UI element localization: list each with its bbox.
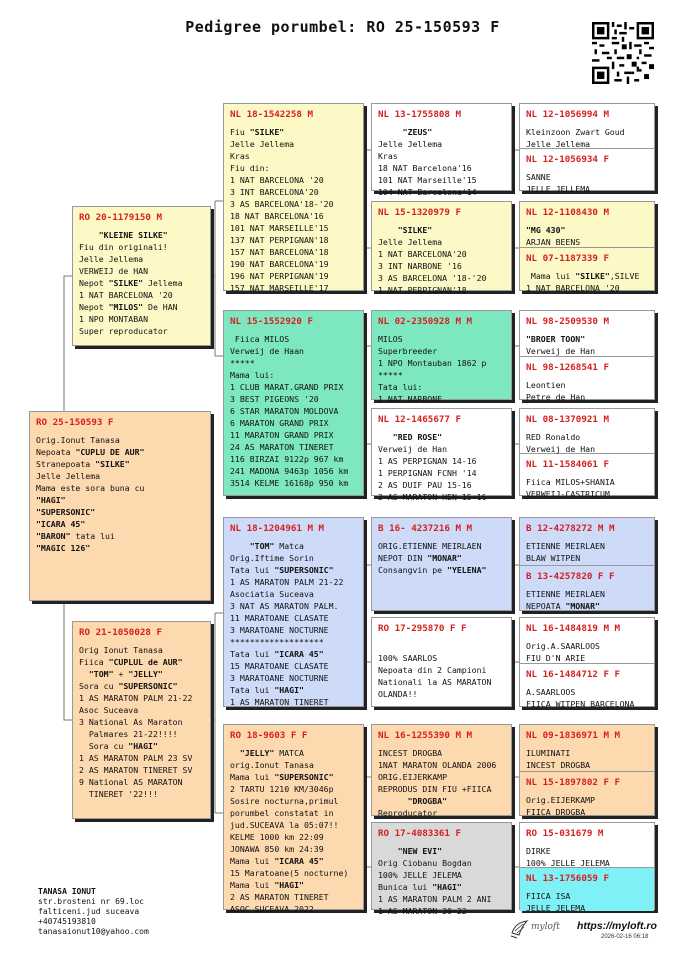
note-line: "TOM" Matca <box>249 541 304 551</box>
note-line: Fiu din: <box>230 163 270 173</box>
gggp-ring: NL 16-1484712 F F <box>526 669 621 680</box>
note-line: KELME 1000 km 22:09 <box>230 832 324 842</box>
note-line: 6 MARATON GRAND PRIX <box>230 418 329 428</box>
note-line: MILOS <box>378 334 403 344</box>
gggp-notes <box>526 476 648 500</box>
ggp-notes <box>378 224 505 296</box>
note-line: 3 AS BARCELONA '18-'20 <box>378 273 487 283</box>
ggp-notes <box>378 431 505 503</box>
granddam-paternal-card[interactable] <box>223 310 364 496</box>
gggp-pair-8[interactable] <box>519 822 655 913</box>
note-line: Leontien <box>526 380 566 390</box>
note-line: Palmares 21-22!!!! <box>79 729 178 739</box>
gggp-pair-7[interactable] <box>519 724 655 816</box>
note-line: 157 NAT BARCELONA'18 <box>230 247 329 257</box>
note-line: Consangvin pe "YELENA" <box>378 565 487 575</box>
note-line: ORIG.EIJERKAMP <box>378 772 448 782</box>
note-line: Orig.Iftime Sorin <box>230 553 314 563</box>
grandsire-maternal-card[interactable] <box>223 517 364 707</box>
note-line: Tata lui: <box>378 382 423 392</box>
note-line: 1 NAT NARBONE <box>378 394 443 404</box>
note-line: str.brosteni nr 69.loc <box>38 897 144 906</box>
gggp-notes <box>526 126 648 150</box>
ggp-ring: B 16- 4237216 M M <box>378 523 473 534</box>
gggp-ring: RO 15-031679 M <box>526 828 604 839</box>
gggp-notes <box>526 747 648 771</box>
note-line: Verweij de Haan <box>230 346 304 356</box>
myloft-logo-icon <box>509 918 531 940</box>
note-line: 6 STAR MARATON MOLDOVA <box>230 406 339 416</box>
note-line: 9 National AS MARATON <box>79 777 183 787</box>
ggp-card-7[interactable] <box>371 724 512 816</box>
note-line: VERWEIJ de HAN <box>79 266 149 276</box>
note-line: Superbreeder <box>378 346 438 356</box>
note-line: "MAGIC 126" <box>36 543 91 553</box>
note-line: "MG 430" <box>526 225 566 235</box>
gggp-ring: NL 12-1056994 M <box>526 109 609 120</box>
note-line: porumbel constatat in <box>230 808 334 818</box>
note-line: 116 BIRZAI 9122p 967 km <box>230 454 344 464</box>
note-line: Jelle Jellema <box>36 471 101 481</box>
note-line: 1 NAT BARCELONA '20 <box>526 283 620 293</box>
note-line: JELLE JELLEMA <box>526 184 591 194</box>
note-line: 241 MADONA 9463p 1056 km <box>230 466 349 476</box>
note-line: Nepoata "CUPLU DE AUR" <box>36 447 145 457</box>
gggp-ring: B 12-4278272 M M <box>526 523 615 534</box>
subject-notes <box>36 434 204 554</box>
note-line: ***** <box>378 370 403 380</box>
note-line: 3 National As Maraton <box>79 717 183 727</box>
note-line: 3 AS BARCELONA'18-'20 <box>230 199 334 209</box>
note-line: Mama lui "SILKE",SILVE <box>526 271 640 281</box>
grandsire-paternal-card[interactable] <box>223 103 364 291</box>
note-line: ASOC SUCEAVA 2022 <box>230 904 314 914</box>
note-line: 3 BEST PIGEONS '20 <box>230 394 319 404</box>
ggp-ring: NL 12-1465677 F <box>378 414 461 425</box>
note-line: Mama este sora buna cu <box>36 483 145 493</box>
subject-ring: RO 25-150593 F <box>36 417 114 428</box>
note-line: 1 NAT PERPIGNAN'18 <box>378 285 467 295</box>
note-line: 2 AS MARATON TINERET SV <box>79 765 193 775</box>
note-line: INCEST DROGBA <box>378 748 443 758</box>
ggp-notes <box>378 845 505 917</box>
note-line: 104 NAT Barcelona'14 <box>378 187 477 197</box>
note-line: VERWEIJ-CASTRICUM <box>526 489 610 499</box>
note-line: DIRKE <box>526 846 551 856</box>
note-line <box>378 640 505 652</box>
note-line: JELLE JELEMA <box>526 903 586 913</box>
note-line: Orig Ciobanu Bogdan <box>378 858 472 868</box>
ggp-ring: NL 02-2350928 M M <box>378 316 473 327</box>
note-line: 101 NAT MARSEILLE'15 <box>230 223 329 233</box>
note-line: 1NAT MARATON OLANDA 2006 <box>378 760 497 770</box>
note-line: "ICARA 45" <box>36 519 86 529</box>
note-line: "DROGBA" <box>407 796 448 806</box>
note-line: Stranepoata "SILKE" <box>36 459 130 469</box>
note-line: 100% JELLE JELEMA <box>526 858 610 868</box>
myloft-branding <box>509 918 659 958</box>
note-line: 1 AS MARATON TINERET <box>230 697 329 707</box>
note-line: 1 AS MARATON PALM 23 SV <box>79 753 193 763</box>
gggp-notes <box>526 431 648 455</box>
note-line: Nepot "MILOS" De HAN <box>79 302 178 312</box>
note-line: ETIENNE MEIRLAEN <box>526 589 605 599</box>
ggp-ring: NL 16-1255390 M M <box>378 730 473 741</box>
gggp-ring: NL 13-1756059 F <box>526 873 609 884</box>
note-line: 1 NAT BARCELONA'20 <box>378 249 467 259</box>
gggp-notes <box>526 540 648 564</box>
dam-notes <box>79 644 204 800</box>
gggp-ring: NL 98-1268541 F <box>526 362 609 373</box>
note-line: ARJAN BEENS <box>526 237 581 247</box>
gggp-ring: NL 11-1584061 F <box>526 459 609 470</box>
note-line: Fiica MILOS+SHANIA <box>526 477 615 487</box>
ggp-notes <box>378 126 505 198</box>
note-line: Jelle Jellema <box>230 139 295 149</box>
note-line: FIICA WITPEN BARCELONA <box>526 699 635 709</box>
gggp-notes <box>526 379 648 403</box>
note-line: Orig.Ionut Tanasa <box>36 435 120 445</box>
note-line: FIU D'N ARIE <box>526 653 586 663</box>
ggp-card-4[interactable] <box>371 408 512 502</box>
ggp-notes <box>378 540 505 576</box>
owner-address <box>38 897 149 937</box>
ggp-card-1[interactable] <box>371 103 512 197</box>
gggp-notes <box>526 845 648 869</box>
gggp-pair-3[interactable] <box>519 310 655 400</box>
note-line: 196 NAT PERPIGNAN'19 <box>230 271 329 281</box>
ggp-ring: NL 15-1320979 F <box>378 207 461 218</box>
note-line: 1 CLUB MARAT.GRAND PRIX <box>230 382 344 392</box>
note-line: Kleinzoon Zwart Goud <box>526 127 625 137</box>
note-line: Nepoata din 2 Campioni <box>378 665 487 675</box>
note-line: "RED ROSE" <box>392 432 443 442</box>
ggp-ring: NL 13-1755808 M <box>378 109 461 120</box>
note-line: Asociatia Suceava <box>230 589 314 599</box>
note-line: ILUMINATI <box>526 748 571 758</box>
gp-ring: NL 18-1204961 M M <box>230 523 325 534</box>
gggp-ring: NL 15-1897802 F F <box>526 777 621 788</box>
note-line: Tata lui "SUPERSONIC" <box>230 565 334 575</box>
note-line: "NEW EVI" <box>397 846 443 856</box>
note-line: 2 AS MARATON TINERET <box>230 892 329 902</box>
note-line: 3514 KELME 16168p 950 km <box>230 478 349 488</box>
note-line: Nepot "SILKE" Jellema <box>79 278 183 288</box>
note-line: Mama lui: <box>230 370 275 380</box>
note-line: JONAWA 850 km 24:39 <box>230 844 324 854</box>
note-line: ***** <box>230 358 255 368</box>
myloft-url-link[interactable]: https://myloft.ro <box>577 920 657 932</box>
dam-card[interactable] <box>72 621 211 819</box>
page-title: Pedigree porumbel: RO 25-150593 F <box>185 18 500 36</box>
note-line: Kras <box>378 151 398 161</box>
gggp-ring: NL 98-2509530 M <box>526 316 609 327</box>
gggp-pair-6[interactable] <box>519 617 655 707</box>
gggp-ring: NL 12-1108430 M <box>526 207 609 218</box>
note-line: 11 MARATON GRAND PRIX <box>230 430 334 440</box>
note-line: Mama lui "SUPERSONIC" <box>230 772 334 782</box>
note-line: 1 AS MARATON PALM 2 ANI <box>378 894 492 904</box>
note-line: 1 NAT BARCELONA '20 <box>230 175 324 185</box>
gggp-ring: NL 16-1484819 M M <box>526 623 621 634</box>
sire-notes <box>79 229 204 337</box>
ggp-notes <box>378 747 505 819</box>
note-line: falticeni.jud suceava <box>38 907 140 916</box>
note-line: 15 MARATOANE CLASATE <box>230 661 329 671</box>
note-line: Super reproducator <box>79 326 168 336</box>
note-line: RED Ronaldo <box>526 432 581 442</box>
note-line: Jelle Jellema <box>378 237 443 247</box>
gggp-notes <box>526 640 648 664</box>
gggp-pair-5[interactable] <box>519 517 655 611</box>
note-line: 1 AS MARATON 20-22 <box>378 906 467 916</box>
gggp-notes <box>526 794 648 818</box>
note-line: Nationali la AS MARATON <box>378 677 492 687</box>
gggp-ring: NL 08-1370921 M <box>526 414 609 425</box>
note-line: Mama lui "ICARA 45" <box>230 856 324 866</box>
subject-pigeon-card[interactable] <box>29 411 211 601</box>
note-line: 157 NAT MARSEILLE'17 <box>230 283 329 293</box>
gggp-notes <box>526 588 648 612</box>
gggp-notes <box>526 333 648 357</box>
gp-notes <box>230 333 357 489</box>
note-line: Verweij de Han <box>378 444 448 454</box>
gggp-ring: NL 09-1836971 M M <box>526 730 621 741</box>
gggp-pair-1[interactable] <box>519 103 655 194</box>
note-line: Orig Ionut Tanasa <box>79 645 163 655</box>
note-line: 1 NPO MONTABAN <box>79 314 149 324</box>
note-line: orig.Ionut Tanasa <box>230 760 314 770</box>
gggp-notes <box>526 171 648 195</box>
ggp-notes <box>378 333 505 405</box>
note-line: Jelle Jellema <box>526 139 591 149</box>
gp-notes <box>230 747 357 915</box>
note-line: 18 NAT BARCELONA'16 <box>230 211 324 221</box>
myloft-logo-text: myloft <box>531 922 560 932</box>
ggp-card-2[interactable] <box>371 201 512 295</box>
note-line: "KLEINE SILKE" <box>98 230 168 240</box>
note-line: Kras <box>230 151 250 161</box>
note-line: Jelle Jellema <box>378 139 443 149</box>
note-line: Orig.EIJERKAMP <box>526 795 596 805</box>
note-line: 18 NAT Barcelona'16 <box>378 163 472 173</box>
granddam-maternal-card[interactable] <box>223 724 364 914</box>
owner-contact <box>38 887 149 937</box>
note-line: Verweij de Han <box>526 444 596 454</box>
note-line: SANNE <box>526 172 551 182</box>
note-line: FIICA DROGBA <box>526 807 586 817</box>
note-line: 3 NAT AS MARATON PALM. <box>230 601 339 611</box>
gggp-notes <box>526 270 648 294</box>
note-line: 2 AS DUIF PAU 15-16 <box>378 480 472 490</box>
note-line: NEPOT DIN "MONAR" <box>378 553 462 563</box>
ggp-ring: RO 17-295870 F F <box>378 623 467 634</box>
note-line: "TOM" + "JELLY" <box>88 669 163 679</box>
note-line: "BARON" tata lui <box>36 531 115 541</box>
note-line: 1 NAT BARCELONA '20 <box>79 290 173 300</box>
gp-notes <box>230 540 357 708</box>
note-line: Tata lui "ICARA 45" <box>230 649 324 659</box>
gggp-pair-2[interactable] <box>519 201 655 291</box>
gggp-ring: B 13-4257820 F F <box>526 571 615 582</box>
ggp-card-6[interactable] <box>371 617 512 707</box>
note-line: BLAW WITPEN <box>526 553 581 563</box>
note-line: Fiica MILOS <box>230 334 290 344</box>
note-line: ******************* <box>230 637 324 647</box>
note-line: Asoc Suceava <box>79 705 139 715</box>
note-line: 3 MARATOANE NOCTURNE <box>230 625 329 635</box>
note-line: 3 INT BARCELONA'20 <box>230 187 319 197</box>
note-line: NEPOATA "MONAR" <box>526 601 600 611</box>
note-line: Mama lui "HAGI" <box>230 880 304 890</box>
note-line: 1 PERPIGNAN FCNH '14 <box>378 468 477 478</box>
note-line: 101 NAT Marseille'15 <box>378 175 477 185</box>
note-line: 1 AS MARATON PALM 21-22 <box>79 693 193 703</box>
note-line: 2 TARTU 1210 KM/3046p <box>230 784 334 794</box>
gp-ring: NL 15-1552920 F <box>230 316 313 327</box>
note-line: Sosire nocturna,primul <box>230 796 339 806</box>
sire-ring: RO 20-1179150 M <box>79 212 162 223</box>
note-line: Sora cu "SUPERSONIC" <box>79 681 178 691</box>
note-line: A.SAARLOOS <box>526 687 576 697</box>
note-line: Fiu "SILKE" <box>230 127 285 137</box>
note-line: 1 NPO Montauban 1862 p <box>378 358 487 368</box>
note-line: +40745193810 <box>38 917 96 926</box>
note-line: ORIG.ETIENNE MEIRLAEN <box>378 541 482 551</box>
note-line: 1 AS PERPIGNAN 14-16 <box>378 456 477 466</box>
gggp-ring: NL 12-1056934 F <box>526 154 609 165</box>
note-line: Bunica lui "HAGI" <box>378 882 462 892</box>
ggp-card-5[interactable] <box>371 517 512 611</box>
note-line: Sora cu "HAGI" <box>79 741 158 751</box>
note-line: 24 AS MARATON TINERET <box>230 442 334 452</box>
note-line: 11 MARATOANE CLASATE <box>230 613 329 623</box>
note-line: INCEST DROGBA <box>526 760 591 770</box>
note-line: Jelle Jellema <box>79 254 144 264</box>
gggp-ring: NL 07-1187339 F <box>526 253 609 264</box>
sire-card[interactable] <box>72 206 211 346</box>
note-line: Verweij de Han <box>526 346 596 356</box>
gggp-notes <box>526 686 648 710</box>
gp-notes <box>230 126 357 294</box>
ggp-ring: RO 17-4083361 F <box>378 828 461 839</box>
note-line: 100% JELLE JELEMA <box>378 870 462 880</box>
ggp-card-3[interactable] <box>371 310 512 404</box>
note-line: "BROER TOON" <box>526 334 586 344</box>
note-line: 3 MARATOANE NOCTURNE <box>230 673 329 683</box>
note-line: 1 AS MARATON PALM 21-22 <box>230 577 344 587</box>
note-line: Fiica "CUPLUL de AUR" <box>79 657 183 667</box>
note-line: Fiu din originali! <box>79 242 168 252</box>
note-line: 100% SAARLOS <box>378 653 438 663</box>
note-line: "ZEUS" <box>402 127 433 137</box>
note-line: ETIENNE MEIRLAEN <box>526 541 605 551</box>
ggp-notes <box>378 640 505 700</box>
note-line: "SUPERSONIC" <box>36 507 96 517</box>
note-line: tanasaionut10@yahoo.com <box>38 927 149 936</box>
print-timestamp: 2026-02-16 06:18 <box>601 934 649 940</box>
note-line: Tata lui "HAGI" <box>230 685 304 695</box>
note-line: TINERET '22!!! <box>79 789 158 799</box>
gggp-notes <box>526 890 648 914</box>
note-line: Petre de Han <box>526 392 586 402</box>
note-line: 137 NAT PERPIGNAN'18 <box>230 235 329 245</box>
note-line: "JELLY" MATCA <box>239 748 304 758</box>
gggp-notes <box>526 224 648 248</box>
owner-name: TANASA IONUT <box>38 887 96 896</box>
note-line: jud.SUCEAVA la 05:07!! <box>230 820 339 830</box>
dam-ring: RO 21-1050028 F <box>79 627 162 638</box>
gp-ring: RO 18-9603 F F <box>230 730 308 741</box>
ggp-card-8[interactable] <box>371 822 512 916</box>
note-line: 190 NAT BARCELONA'19 <box>230 259 329 269</box>
note-line: "HAGI" <box>36 495 66 505</box>
note-line: Reproducator <box>378 808 438 818</box>
note-line: 2 AS MARATON HEN 15-16 <box>378 492 487 502</box>
note-line: REPRODUS DIN FIU +FIICA <box>378 784 492 794</box>
note-line: OLANDA!! <box>378 689 418 699</box>
note-line: 3 INT NARBONE '16 <box>378 261 462 271</box>
note-line: Orig.A.SAARLOOS <box>526 641 600 651</box>
gp-ring: NL 18-1542258 M <box>230 109 313 120</box>
note-line: "SILKE" <box>397 225 433 235</box>
note-line: 15 Maratoane(5 nocturne) <box>230 868 349 878</box>
gggp-pair-4[interactable] <box>519 408 655 499</box>
note-line: FIICA ISA <box>526 891 571 901</box>
